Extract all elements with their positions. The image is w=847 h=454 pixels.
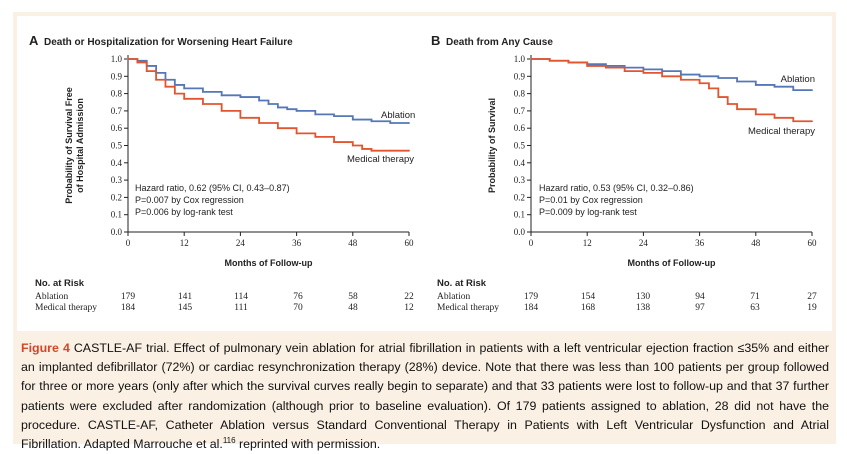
panel-a-medical-therapy-point — [389, 150, 391, 152]
panel-a-medical-therapy-point — [165, 86, 167, 88]
caption-text-end: reprinted with permission. — [235, 437, 381, 452]
caption-text: CASTLE-AF trial. Effect of pulmonary vein ablation for atrial fibrillation in patients with a left ventricular ejection fraction ≤35% and either an implanted defibrillator (72%) or cardiac resynchronization therapy (28%) device. Note that there was less than 100 patients per group followed for three or more years (only after which the survival curves really begin to separate) and that 33 patients were lost to follow-up and that 37 further patients were excluded after randomization (although prior to baseline evaluation). Of 179 patients assigned to ablation, 28 did not have the procedure. CASTLE-AF, Catheter Ablation versus Standard Conventional Therapy in Patients with Left Ventricular Dysfunction and Atrial Fibrillation. Adapted Marrouche et al. — [21, 341, 830, 452]
panel-a-medical-therapy-point — [240, 117, 242, 119]
panel-a-ablation-point — [221, 94, 223, 96]
panel-a-ablation-label: Ablation — [381, 110, 416, 121]
panel-a-medical-therapy-point — [146, 70, 148, 72]
panel-b-medical-therapy-point — [755, 113, 757, 115]
panel-b-medical-therapy-point — [643, 72, 645, 74]
panel-b-x-tick-label: 48 — [751, 238, 761, 248]
panel-a-x-tick-label: 60 — [404, 238, 414, 248]
panel-b-medical-therapy-point — [774, 117, 776, 119]
panel-a-x-tick-label: 24 — [235, 238, 245, 248]
panel-b-ablation-point — [643, 68, 645, 70]
panel-b-medical-therapy-point — [605, 67, 607, 69]
panel-a-y-tick-label: 0.9 — [110, 71, 122, 82]
panel-a-ablation-point — [240, 96, 242, 98]
panel-a-ablation-point — [389, 122, 391, 124]
panel-a-y-tick-label: 0.4 — [110, 157, 122, 168]
panel-b-medical-therapy-label: Medical therapy — [747, 126, 815, 137]
panel-a-medical-therapy-point — [314, 136, 316, 138]
panel-b-medical-therapy-point — [699, 82, 701, 84]
panel-b-y-tick-label: 0.1 — [513, 209, 525, 220]
panel-a-ablation-point — [202, 91, 204, 93]
panel-a-title: Death or Hospitalization for Worsening Heart Failure — [44, 37, 293, 48]
panel-b-y-tick-label: 0.5 — [513, 140, 525, 151]
panel-a-risk-row-medical-therapy-value: 12 — [404, 303, 414, 313]
panel-a-x-axis-label: Months of Follow-up — [224, 258, 313, 268]
panel-b-ablation-point — [680, 74, 682, 76]
panel-a-risk-row-medical-therapy-label: Medical therapy — [35, 303, 97, 313]
panel-a-risk-row-ablation-value: 58 — [348, 292, 358, 302]
panel-b-risk-row-medical-therapy-value: 63 — [750, 303, 760, 313]
panel-b-risk-row-medical-therapy-value: 184 — [523, 303, 539, 313]
panel-a-medical-therapy-label: Medical therapy — [347, 154, 415, 165]
panel-a-ablation-point — [314, 113, 316, 115]
panel-a-ablation-point — [286, 108, 288, 110]
panel-a-y-tick-label: 0.7 — [110, 105, 122, 116]
panel-a-ablation-curve — [128, 59, 409, 123]
km-chart-svg — [17, 16, 832, 331]
panel-a-medical-therapy-point — [258, 122, 260, 124]
panel-b-medical-therapy-point — [624, 70, 626, 72]
panel-area — [17, 16, 832, 331]
panel-a-y-tick-label: 0.1 — [110, 209, 122, 220]
panel-b-y-tick-label: 1.0 — [513, 54, 525, 64]
panel-a-risk-row-medical-therapy-value: 145 — [177, 303, 193, 313]
panel-b-medical-therapy-point — [680, 79, 682, 81]
panel-b-letter: B — [431, 33, 441, 48]
panel-b-ablation-point — [811, 89, 813, 91]
panel-b-stats-annotation: Hazard ratio, 0.53 (95% CI, 0.32–0.86) — [539, 183, 694, 193]
panel-b-medical-therapy-point — [586, 65, 588, 67]
panel-b-risk-row-ablation-label: Ablation — [437, 292, 471, 302]
panel-a-y-axis-label: Probability of Survival Free — [64, 87, 74, 204]
panel-a-risk-row-medical-therapy-value: 111 — [234, 303, 248, 313]
panel-b-y-axis-label: Probability of Survival — [487, 97, 497, 194]
panel-a-risk-row-ablation-value: 22 — [404, 292, 414, 302]
panel-a-risk-row-ablation-value: 114 — [234, 292, 248, 302]
panel-b-medical-therapy-curve — [531, 59, 812, 121]
panel-a-ablation-point — [277, 107, 279, 109]
panel-a-y-tick-label: 0.5 — [110, 140, 122, 151]
panel-b-y-tick-label: 0.4 — [513, 157, 525, 168]
panel-b-medical-therapy-point — [708, 88, 710, 90]
panel-a-medical-therapy-point — [221, 110, 223, 112]
caption-label: Figure 4 — [21, 341, 70, 355]
panel-b-risk-row-ablation-value: 130 — [635, 292, 651, 302]
panel-b-stats-annotation: P=0.01 by Cox regression — [539, 195, 643, 205]
panel-b-medical-therapy-point — [736, 108, 738, 110]
panel-b-ablation-point — [755, 84, 757, 86]
panel-a-medical-therapy-point — [155, 79, 157, 81]
panel-b-medical-therapy-point — [717, 96, 719, 98]
panel-b-medical-therapy-point — [727, 103, 729, 105]
panel-a-x-tick-label: 12 — [179, 238, 189, 248]
panel-a-y-axis-label: of Hospital Admission — [75, 98, 85, 193]
panel-a-medical-therapy-point — [333, 141, 335, 143]
panel-a-ablation-point — [268, 103, 270, 105]
panel-b-medical-therapy-point — [530, 58, 532, 60]
panel-b-title: Death from Any Cause — [446, 37, 553, 48]
panel-a-risk-table-header: No. at Risk — [35, 278, 85, 289]
panel-a-medical-therapy-point — [371, 150, 373, 152]
panel-b-y-tick-label: 0.3 — [513, 175, 525, 186]
panel-b-ablation-curve — [531, 59, 812, 90]
panel-a-x-tick-label: 48 — [348, 238, 358, 248]
panel-b-medical-therapy-point — [549, 60, 551, 62]
panel-a-y-tick-label: 0.3 — [110, 175, 122, 186]
panel-b-risk-row-medical-therapy-value: 138 — [635, 303, 651, 313]
panel-b-ablation-point — [699, 75, 701, 77]
panel-a-x-tick-label: 36 — [292, 238, 302, 248]
panel-b-ablation-point — [661, 70, 663, 72]
panel-b-medical-therapy-point — [811, 120, 813, 122]
panel-a-y-tick-label: 0.8 — [110, 88, 122, 99]
panel-a-ablation-point — [258, 100, 260, 102]
panel-b-x-tick-label: 0 — [528, 238, 534, 248]
panel-b-x-tick-label: 12 — [582, 238, 592, 248]
panel-a-risk-row-ablation-label: Ablation — [35, 292, 69, 302]
panel-b-risk-row-medical-therapy-value: 97 — [695, 303, 705, 313]
panel-b-ablation-point — [717, 77, 719, 79]
panel-a-ablation-point — [352, 119, 354, 121]
panel-a-risk-row-ablation-value: 179 — [120, 292, 136, 302]
panel-a-medical-therapy-point — [352, 145, 354, 147]
panel-a-medical-therapy-point — [408, 150, 410, 152]
panel-b-risk-row-medical-therapy-value: 168 — [580, 303, 596, 313]
panel-a-risk-row-ablation-value: 76 — [293, 292, 303, 302]
panel-a-medical-therapy-point — [277, 127, 279, 129]
panel-b-risk-table-header: No. at Risk — [437, 278, 487, 289]
panel-a-y-tick-label: 0.6 — [110, 123, 122, 134]
panel-a-y-tick-label: 0.0 — [110, 227, 122, 237]
panel-b-risk-row-ablation-value: 154 — [580, 292, 596, 302]
panel-a-medical-therapy-point — [174, 93, 176, 95]
panel-b-y-tick-label: 0.9 — [513, 71, 525, 82]
panel-b-x-axis-label: Months of Follow-up — [627, 258, 716, 268]
panel-a-medical-therapy-point — [136, 62, 138, 64]
panel-b-y-tick-label: 0.6 — [513, 123, 525, 134]
panel-a-y-tick-label: 0.2 — [110, 192, 122, 203]
panel-b-medical-therapy-point — [792, 120, 794, 122]
panel-a-medical-therapy-point — [127, 58, 129, 60]
panel-a-letter: A — [29, 33, 39, 48]
panel-b-risk-row-ablation-value: 71 — [750, 292, 760, 302]
panel-b-x-tick-label: 36 — [695, 238, 705, 248]
figure-container — [13, 12, 836, 452]
panel-a-risk-row-medical-therapy-value: 70 — [293, 303, 303, 313]
panel-b-medical-therapy-point — [568, 62, 570, 64]
panel-b-risk-row-ablation-value: 27 — [807, 292, 817, 302]
panel-a-medical-therapy-point — [202, 103, 204, 105]
panel-a-risk-row-medical-therapy-value: 48 — [348, 303, 358, 313]
panel-a-risk-row-medical-therapy-value: 184 — [120, 303, 136, 313]
panel-a-ablation-point — [371, 120, 373, 122]
panel-b-medical-therapy-point — [661, 75, 663, 77]
panel-b-risk-row-medical-therapy-label: Medical therapy — [437, 303, 499, 313]
panel-b-x-tick-label: 24 — [638, 238, 648, 248]
panel-a-stats-annotation: P=0.007 by Cox regression — [135, 195, 244, 205]
panel-b-stats-annotation: P=0.009 by log-rank test — [539, 207, 637, 217]
panel-b-x-tick-label: 60 — [807, 238, 817, 248]
panel-b-risk-row-ablation-value: 179 — [523, 292, 539, 302]
caption-reference: 116 — [222, 435, 236, 445]
panel-b-ablation-point — [792, 89, 794, 91]
panel-a-ablation-point — [174, 84, 176, 86]
panel-a-ablation-point — [296, 110, 298, 112]
panel-a-medical-therapy-point — [361, 148, 363, 150]
panel-b-ablation-point — [774, 86, 776, 88]
panel-a-x-tick-label: 0 — [125, 238, 131, 248]
panel-a-stats-annotation: Hazard ratio, 0.62 (95% CI, 0.43–0.87) — [135, 183, 290, 193]
panel-b-ablation-label: Ablation — [780, 74, 815, 85]
panel-b-ablation-point — [736, 81, 738, 83]
panel-b-y-tick-label: 0.0 — [513, 227, 525, 237]
panel-b-y-tick-label: 0.8 — [513, 88, 525, 99]
panel-a-ablation-point — [333, 115, 335, 117]
panel-a-stats-annotation: P=0.006 by log-rank test — [135, 207, 233, 217]
panel-a-medical-therapy-point — [296, 132, 298, 134]
panel-b-risk-row-medical-therapy-value: 19 — [807, 303, 817, 313]
panel-a-medical-therapy-point — [183, 98, 185, 100]
panel-b-y-tick-label: 0.2 — [513, 192, 525, 203]
figure-caption — [21, 339, 829, 454]
panel-a-risk-row-ablation-value: 141 — [177, 292, 193, 302]
panel-b-y-tick-label: 0.7 — [513, 105, 525, 116]
panel-a-ablation-point — [183, 88, 185, 90]
panel-b-risk-row-ablation-value: 94 — [695, 292, 705, 302]
panel-a-y-tick-label: 1.0 — [110, 54, 122, 64]
panel-a-ablation-point — [408, 122, 410, 124]
